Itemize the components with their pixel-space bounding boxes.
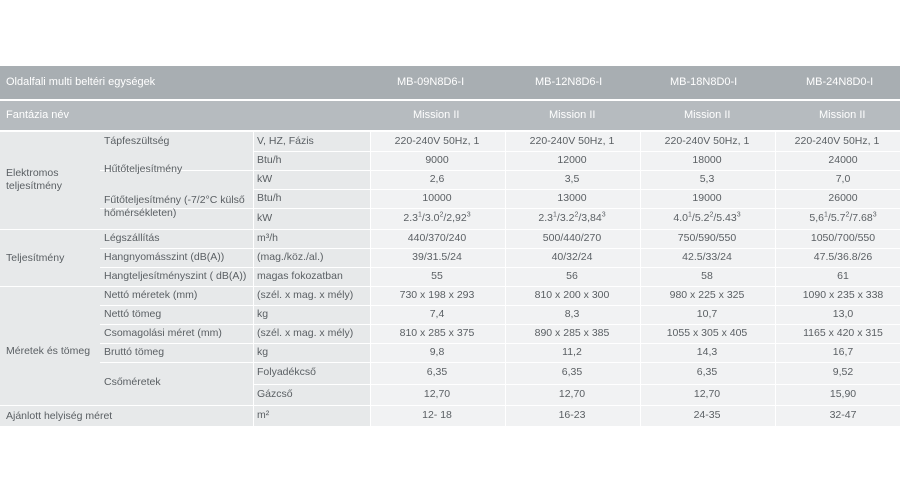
row-unit-leg: m³/h: [257, 232, 278, 244]
fantasy-value-3: Mission II: [684, 109, 731, 121]
row-label-tap: Tápfeszültség: [104, 135, 170, 147]
table-cell: 24-35: [693, 409, 721, 421]
model-header-4: MB-24N8D0-I: [806, 76, 874, 88]
row-unit-huto-kw: kW: [257, 173, 273, 185]
table-cell: 2,6: [429, 173, 445, 185]
table-cell: 9,8: [429, 346, 445, 358]
row-label-cso: Csőméretek: [104, 376, 161, 388]
table-cell: 12,70: [693, 388, 721, 400]
table-cell: 440/370/240: [407, 232, 467, 244]
group-elektromos: Elektromos teljesítmény: [6, 167, 63, 192]
fantasy-value-1: Mission II: [413, 109, 460, 121]
table-cell: 1055 x 305 x 405: [666, 327, 748, 339]
row-unit-nettot: kg: [257, 308, 269, 320]
table-cell: 24000: [828, 154, 858, 166]
row-unit-hang: (mag./köz./al.): [257, 251, 324, 263]
table-cell: 58: [701, 270, 713, 282]
model-header-3: MB-18N8D0-I: [670, 76, 738, 88]
table-cell: 39/31.5/24: [412, 251, 462, 263]
row-label-hang: Hangnyomásszint (dB(A)): [104, 251, 225, 263]
row-label-futo: Fűtőteljesítmény (-7/2°C külső hőmérsékleten): [104, 194, 245, 219]
table-cell: 6,35: [426, 366, 448, 378]
table-header-row: [0, 66, 900, 101]
table-cell: 47.5/36.8/26: [813, 251, 873, 263]
row-unit-huto-btu: Btu/h: [257, 154, 282, 166]
table-cell: 810 x 285 x 375: [399, 327, 475, 339]
table-cell: 10000: [422, 192, 452, 204]
futo-kw-cell: $2.3^1/3.2^2/3,84^3$: [538, 211, 606, 224]
row-unit-csom: (szél. x mag. x mély): [257, 327, 354, 339]
row-unit-cso-folyadek: Folyadékcső: [257, 366, 316, 378]
table-title: Oldalfali multi beltéri egységek: [6, 76, 156, 88]
row-unit-hangt: magas fokozatban: [257, 270, 343, 282]
table-cell: 11,2: [562, 346, 582, 358]
group-ajanlott: Ajánlott helyiség méret: [6, 410, 113, 422]
table-cell: 220-240V 50Hz, 1: [794, 135, 880, 147]
table-cell: 6,35: [696, 366, 718, 378]
fantasy-value-4: Mission II: [819, 109, 866, 121]
table-cell: 220-240V 50Hz, 1: [529, 135, 615, 147]
row-label-hangt: Hangteljesítményszint ( dB(A)): [104, 270, 247, 282]
table-cell: 980 x 225 x 325: [669, 289, 745, 301]
table-cell: 7,4: [429, 308, 445, 320]
table-cell: 9000: [425, 154, 449, 166]
row-label-huto: Hűtőteljesítmény: [104, 163, 183, 175]
spec-table: [0, 66, 900, 426]
table-cell: 55: [431, 270, 443, 282]
table-cell: 16,7: [832, 346, 854, 358]
table-cell: 56: [566, 270, 578, 282]
table-cell: 12000: [557, 154, 587, 166]
futo-kw-cell: $5,6^1/5.7^2/7.68^3$: [809, 211, 877, 224]
table-cell: 6,35: [561, 366, 583, 378]
table-cell: 3,5: [564, 173, 580, 185]
table-cell: 8,3: [564, 308, 580, 320]
table-body: [0, 132, 900, 426]
model-header-1: MB-09N8D6-I: [397, 76, 465, 88]
row-label-csom: Csomagolási méret (mm): [104, 327, 222, 339]
fantasy-value-2: Mission II: [549, 109, 596, 121]
table-cell: 40/32/24: [551, 251, 593, 263]
model-header-2: MB-12N8D6-I: [535, 76, 603, 88]
table-cell: 13,0: [832, 308, 854, 320]
row-unit-tap: V, HZ, Fázis: [257, 135, 314, 147]
row-unit-netto: (szél. x mag. x mély): [257, 289, 354, 301]
fantasy-label: Fantázia név: [6, 109, 69, 121]
table-cell: 26000: [828, 192, 858, 204]
table-cell: 12,70: [558, 388, 586, 400]
table-cell: 61: [837, 270, 849, 282]
table-cell: 810 x 200 x 300: [534, 289, 610, 301]
row-label-leg: Légszállítás: [104, 232, 160, 244]
table-cell: 19000: [692, 192, 722, 204]
row-label-brutto: Bruttó tömeg: [104, 346, 165, 358]
futo-kw-cell: $2.3^1/3.0^2/2,92^3$: [403, 211, 471, 224]
row-unit-futo-btu: Btu/h: [257, 192, 282, 204]
group-meretek: Méretek és tömeg: [6, 345, 91, 357]
row-unit-futo-kw: kW: [257, 212, 273, 224]
table-cell: 42.5/33/24: [682, 251, 732, 263]
table-cell: 10,7: [696, 308, 718, 320]
table-cell: 15,90: [829, 388, 857, 400]
table-cell: 5,3: [699, 173, 715, 185]
table-cell: 1050/700/550: [810, 232, 876, 244]
table-cell: 12,70: [423, 388, 451, 400]
table-cell: 7,0: [835, 173, 851, 185]
table-cell: 220-240V 50Hz, 1: [664, 135, 750, 147]
table-cell: 18000: [692, 154, 722, 166]
row-unit-brutto: kg: [257, 346, 269, 358]
table-cell: 220-240V 50Hz, 1: [394, 135, 480, 147]
table-cell: 13000: [557, 192, 587, 204]
row-unit-cso-gaz: Gázcső: [257, 388, 293, 400]
table-cell: 16-23: [558, 409, 586, 421]
row-unit-ajanl: m²: [257, 409, 270, 421]
table-cell: 730 x 198 x 293: [399, 289, 475, 301]
table-cell: 750/590/550: [677, 232, 737, 244]
row-label-nettot: Nettó tömeg: [104, 308, 162, 320]
table-cell: 1165 x 420 x 315: [803, 327, 883, 339]
table-cell: 890 x 285 x 385: [534, 327, 610, 339]
table-cell: 500/440/270: [542, 232, 602, 244]
fantasy-name-row: [0, 101, 900, 132]
table-cell: 1090 x 235 x 338: [802, 289, 884, 301]
table-cell: 9,52: [832, 366, 854, 378]
group-teljesitmeny: Teljesítmény: [6, 252, 65, 264]
futo-kw-cell: $4.0^1/5.2^2/5.43^3$: [673, 211, 741, 224]
table-cell: 32-47: [829, 409, 857, 421]
table-cell: 14,3: [696, 346, 718, 358]
row-label-netto: Nettó méretek (mm): [104, 289, 198, 301]
table-cell: 12- 18: [422, 409, 452, 421]
